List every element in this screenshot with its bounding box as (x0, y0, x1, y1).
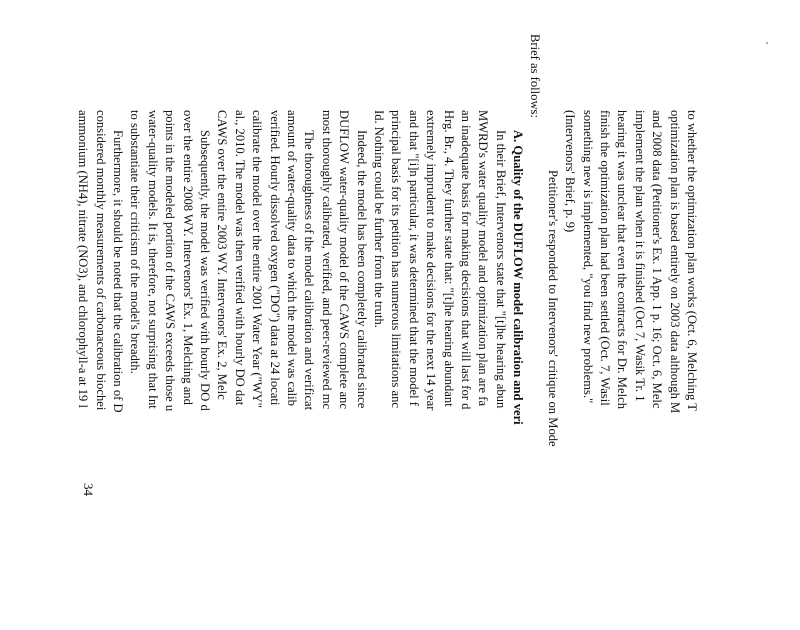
text-line: Furthermore, it should be noted that the calibration of D (111, 130, 126, 413)
section-heading: A. Quality of the DUFLOW model calibration and veri (511, 130, 526, 425)
text-line: implement the plan when it is finished (Oct 7, Wasik Tr. 1 (632, 110, 647, 402)
text-line: water-quality models. It is, therefore, not surprising that Int (145, 110, 160, 409)
text-line: hearing it was unclear that even the contracts for Dr. Melch (615, 110, 630, 409)
text-line: and that "[i]n particular, it was determined that the model f (406, 110, 421, 406)
text-line: Subsequently, the model was verified with hourly DO d (198, 130, 213, 411)
text-line: In their Brief, Intervenors state that "[t]he hearing abun (493, 130, 508, 409)
rotated-text-block (74, 34, 700, 630)
text-line: Id. Nothing could be further from the truth. (371, 110, 386, 328)
text-line: MWRD's water quality model and optimization plan are fa (476, 110, 491, 407)
text-line-brief: Brief as follows: (528, 34, 543, 118)
text-line: finish the optimization plan had been settled (Oct. 7, Wasil (598, 110, 613, 406)
text-line: The thoroughness of the model calibration and verificat (302, 130, 317, 411)
page-number: 34 (81, 483, 96, 496)
text-line: over the entire 2008 WY. Intervenors' Ex. 1, Melching and (180, 110, 195, 405)
text-line: calibrate the model over the entire 2001 Water Year ("WY" (250, 110, 265, 408)
text-line: (Intervenors' Brief, p. 9) (563, 110, 578, 233)
text-line: considered monthly measurements of carbonaceous biochei (93, 110, 108, 411)
text-line: to whether the optimization plan works (Oct. 6, Melching T (685, 110, 699, 411)
text-line: something new is implemented, "you find new problems." (580, 110, 595, 404)
text-line: most thoroughly calibrated, verified, and peer-reviewed mc (319, 110, 334, 410)
scan-speck (766, 42, 768, 44)
text-line: Indeed, the model has been completely calibrated since (354, 130, 369, 409)
text-line: principal basis for its petition has numerous limitations anc (389, 110, 404, 409)
text-line: Petitioner's responded to Intervenors' critique on Mode (545, 170, 560, 447)
text-line: points in the modeled portion of the CAWS exceeds those u (163, 110, 178, 412)
text-line: an inadequate basis for making decisions that will last for d (458, 110, 473, 410)
text-line: and 2008 data (Petitioner's Ex. 1 App. 1 p. 16; Oct. 6, Melc (650, 110, 665, 409)
text-line: Hrg. Br., 4. They further state that: "[t]he hearing abundant (441, 110, 456, 407)
text-line: to substantiate their criticism of the model's breadth. (128, 110, 143, 374)
text-line: optimization plan is based entirely on 2003 data although M (667, 110, 682, 414)
text-line: amount of water-quality data to which the model was calib (285, 110, 300, 406)
text-line: al., 2010. The model was then verified with hourly DO dat (232, 110, 247, 406)
text-line: extremely imprudent to make decisions for the next 14 year (424, 110, 439, 411)
text-line: CAWS over the entire 2003 WY. Intervenors' Ex. 2, Melc (215, 110, 230, 400)
text-line: DUFLOW water-quality model of the CAWS complete anc (337, 110, 352, 409)
text-line: verified. Hourly dissolved oxygen ("DO") data at 24 locati (267, 110, 282, 406)
text-line: ammonium (NH4), nitrate (NO3), and chlorophyll-a at 19 l (76, 110, 91, 408)
